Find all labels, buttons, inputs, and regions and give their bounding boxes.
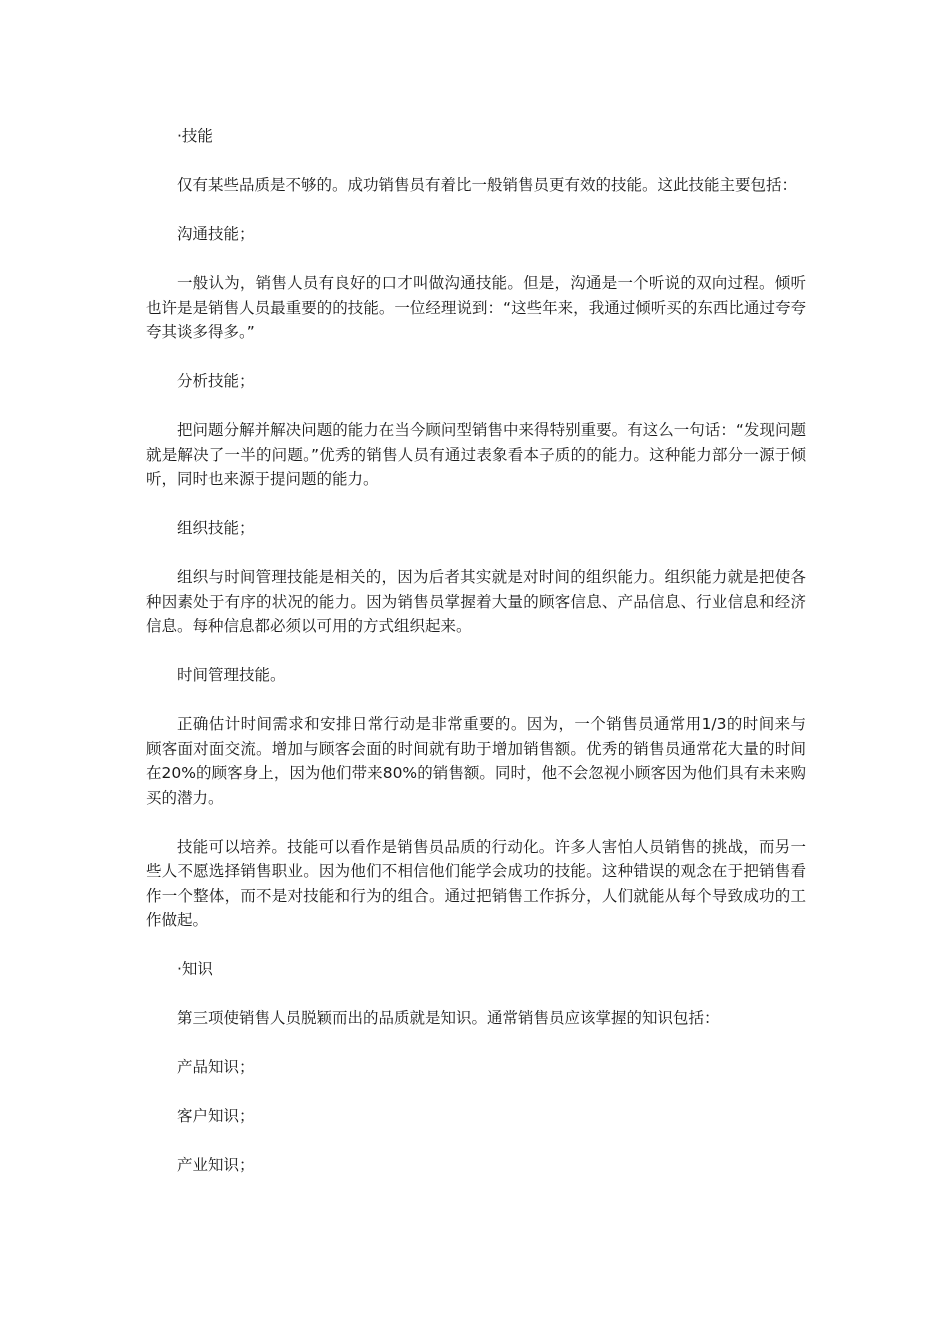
document-body: [146, 124, 806, 1178]
list-item-product-knowledge: 产品知识；: [177, 1058, 255, 1076]
list-item-customer-knowledge: 客户知识；: [177, 1107, 255, 1125]
subheading-time-management: 时间管理技能。: [177, 666, 286, 684]
paragraph-analysis: 把问题分解并解决问题的能力在当今顾问型销售中来得特别重要。有这么一句话：“发现问题就是解决了一半的问题。”优秀的销售人员有通过表象看本子质的的能力。这种能力部分一源于倾听，同时也来源于提问题的能力。: [146, 421, 806, 488]
paragraph-knowledge-intro: 第三项使销售人员脱颖而出的品质就是知识。通常销售员应该掌握的知识包括：: [177, 1009, 720, 1027]
paragraph-organization: 组织与时间管理技能是相关的，因为后者其实就是对时间的组织能力。组织能力就是把使各种因素处于有序的状况的能力。因为销售员掌握着大量的顾客信息、产品信息、行业信息和经济信息。每种信息都必须以可用的方式组织起来。: [146, 568, 806, 635]
section-heading-skills: ·技能: [177, 127, 213, 145]
paragraph-time-management: 正确估计时间需求和安排日常行动是非常重要的。因为，一个销售员通常用1/3的时间来与顾客面对面交流。增加与顾客会面的时间就有助于增加销售额。优秀的销售员通常花大量的时间在20%的顾客身上，因为他们带来80%的销售额。同时，他不会忽视小顾客因为他们具有未来购买的潜力。: [146, 715, 806, 807]
section-heading-knowledge: ·知识: [177, 960, 213, 978]
subheading-organization: 组织技能；: [177, 519, 255, 537]
list-item-industry-knowledge: 产业知识；: [177, 1156, 255, 1174]
paragraph-communication: 一般认为，销售人员有良好的口才叫做沟通技能。但是，沟通是一个听说的双向过程。倾听也许是是销售人员最重要的的技能。一位经理说到：“这些年来，我通过倾听买的东西比通过夸夸夸其谈多得多。”: [146, 274, 806, 341]
paragraph-skills-trainable: 技能可以培养。技能可以看作是销售员品质的行动化。许多人害怕人员销售的挑战，而另一些人不愿选择销售职业。因为他们不相信他们能学会成功的技能。这种错误的观念在于把销售看作一个整体，而不是对技能和行为的组合。通过把销售工作拆分，人们就能从每个导致成功的工作做起。: [146, 837, 806, 929]
subheading-analysis: 分析技能；: [177, 372, 255, 390]
paragraph-skills-intro: 仅有某些品质是不够的。成功销售员有着比一般销售员更有效的技能。这此技能主要包括：: [177, 176, 798, 194]
subheading-communication: 沟通技能；: [177, 225, 255, 243]
